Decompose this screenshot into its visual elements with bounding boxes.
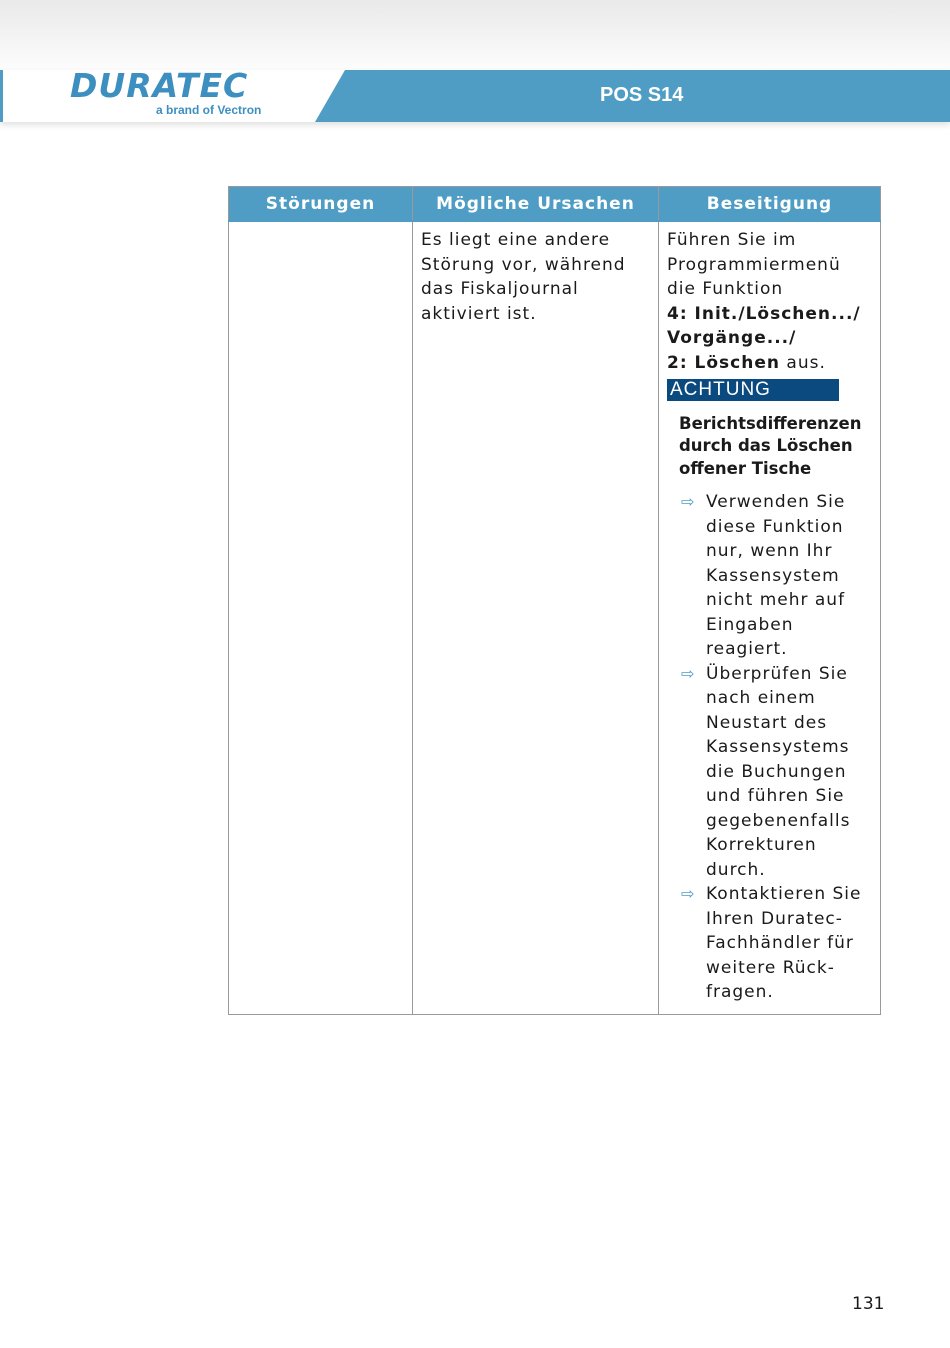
warning-bullets — [667, 490, 872, 1005]
table-row — [229, 221, 881, 1015]
logo-tagline: a brand of Vectron — [156, 103, 262, 117]
troubleshooting-table — [228, 186, 881, 1015]
page-number: 131 — [852, 1294, 885, 1314]
arrow-right-icon: ⇨ — [681, 492, 696, 511]
header-stoerungen: Störungen — [229, 187, 413, 222]
remedy-intro: Führen Sie im Programmiermenü die Funktion — [667, 230, 841, 299]
cause-cell — [413, 221, 659, 1015]
list-item: ⇨ Verwenden Sie diese Funktion nur, wenn Ihr Kassensystem nicht mehr auf Eingaben reagiert. — [681, 492, 846, 659]
list-item: ⇨ Überprüfen Sie nach einem Neustart des Kassensystems die Buchungen und führen Sie gegebenenfalls Korrekturen durch. — [681, 663, 851, 880]
remedy-cell — [659, 221, 881, 1015]
header-beseitigung: Beseitigung — [659, 187, 881, 222]
duratec-logo — [70, 66, 300, 122]
warning-label: ACHTUNG — [667, 379, 839, 401]
menu-path-2: Vorgänge.../ — [667, 328, 797, 348]
fault-cell — [229, 221, 413, 1015]
header-ursachen: Mögliche Ursachen — [413, 187, 659, 222]
arrow-right-icon: ⇨ — [681, 884, 696, 903]
table-header-row — [229, 187, 881, 222]
menu-path-1: 4: Init./Löschen.../ — [667, 303, 861, 324]
menu-path-3 — [667, 351, 872, 376]
header-edge-accent — [0, 70, 3, 122]
logo-wordmark: DURATEC — [70, 66, 249, 105]
arrow-right-icon: ⇨ — [681, 663, 696, 683]
cause-text: Es liegt eine andere Störung vor, während das Fiskaljournal aktiviert ist. — [421, 230, 626, 324]
menu-path-3-bold: 2: Löschen — [667, 352, 780, 373]
menu-path-3-tail: aus. — [780, 352, 826, 373]
list-item: ⇨ Kontaktieren Sie Ihren Duratec-Fachhändler für weitere Rück-fragen. — [681, 884, 862, 1002]
warning-title: Berichtsdifferenzen durch das Löschen offener Tische — [679, 413, 862, 478]
product-title: POS S14 — [600, 84, 684, 106]
